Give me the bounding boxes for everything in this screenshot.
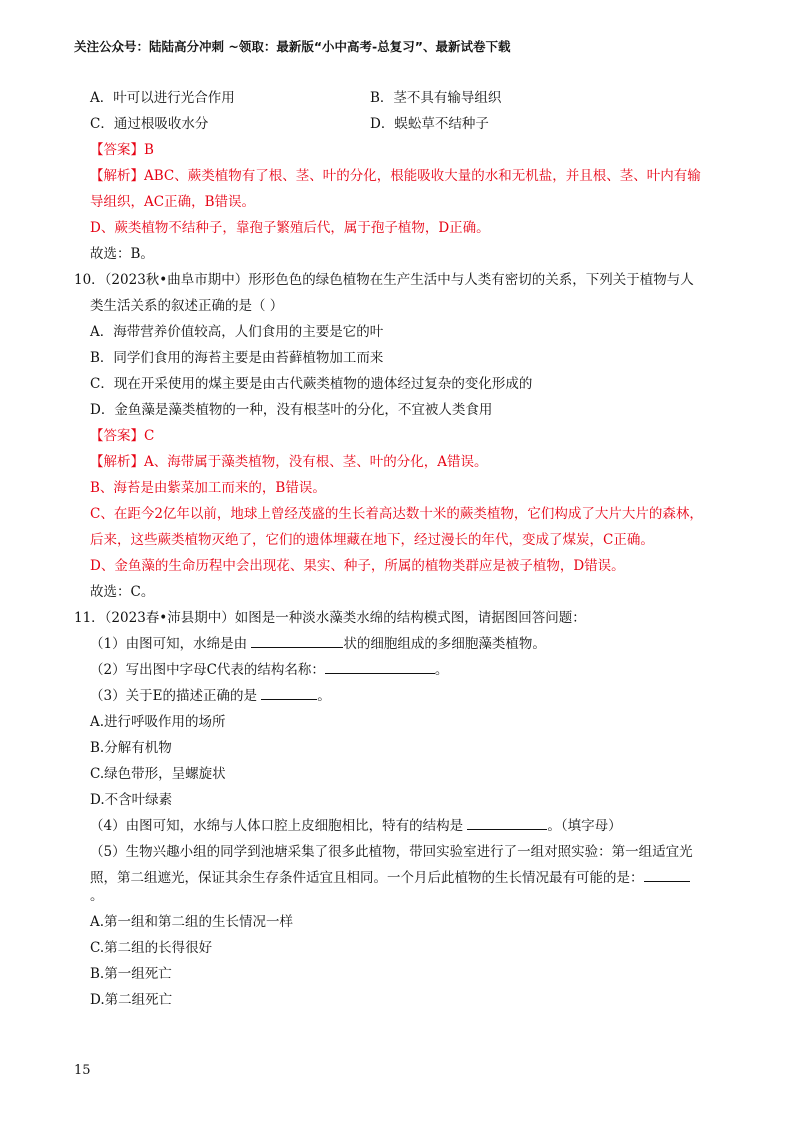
q11-part4-text: （4）由图可知，水绵与人体口腔上皮细胞相比，特有的结构是 bbox=[90, 818, 468, 834]
q11-part2-text: （2）写出图中字母C代表的结构名称： bbox=[90, 662, 325, 678]
q10-explanation-line: C、在距今2亿年以前，地球上曾经茂盛的生长着高达数十米的蕨类植物，它们构成了大片大片的森林， bbox=[90, 506, 703, 522]
q11-part3-option-b: B.分解有机物 bbox=[90, 740, 172, 756]
q10-option-a: A．海带营养价值较高，人们食用的主要是它的叶 bbox=[90, 324, 384, 340]
q9-option-d: D．蜈蚣草不结种子 bbox=[370, 116, 489, 132]
page-number: 15 bbox=[74, 1063, 91, 1078]
q11-part5-line: （5）生物兴趣小组的同学到池塘采集了很多此植物，带回实验室进行了一组对照实验：第一组适宜光 bbox=[90, 844, 693, 860]
q9-explanation-line: 【解析】ABC、蕨类植物有了根、茎、叶的分化，根能吸收大量的水和无机盐，并且根、茎、叶内有输 bbox=[90, 168, 701, 184]
q9-explanation-line: 导组织，AC正确，B错误。 bbox=[90, 194, 255, 210]
q9-option-a: A．叶可以进行光合作用 bbox=[90, 90, 235, 106]
q10-explanation-line: 后来，这些蕨类植物灭绝了，它们的遗体埋藏在地下，经过漫长的年代，变成了煤炭，C正确。 bbox=[90, 532, 654, 548]
q11-part2-blank[interactable] bbox=[325, 672, 435, 674]
q11-part2-text-end: 。 bbox=[434, 662, 449, 678]
q11-part5-blank[interactable] bbox=[644, 880, 690, 882]
q11-part5-option-c: C.第二组的长得很好 bbox=[90, 940, 213, 956]
q11-part1 bbox=[90, 636, 546, 652]
q11-part5-line bbox=[90, 870, 690, 886]
q11-part3-text: （3）关于E的描述正确的是 bbox=[90, 688, 262, 704]
q11-part1-text-end: 状的细胞组成的多细胞藻类植物。 bbox=[343, 636, 546, 652]
q11-part1-text: （1）由图可知，水绵是由 bbox=[90, 636, 252, 652]
q10-conclusion: 故选：C。 bbox=[90, 584, 155, 600]
q11-part5-option-d: D.第二组死亡 bbox=[90, 992, 173, 1008]
q10-explanation-line: B、海苔是由紫菜加工而来的，B错误。 bbox=[90, 480, 326, 496]
q10-stem-line: 10．（2023秋•曲阜市期中）形形色色的绿色植物在生产生活中与人类有密切的关系，下列关于植物与人 bbox=[74, 272, 694, 288]
page-header: 关注公众号：陆陆高分冲刺 ~领取：最新版“小中高考-总复习”、最新试卷下载 bbox=[74, 39, 511, 54]
q10-option-d: D．金鱼藻是藻类植物的一种，没有根茎叶的分化，不宜被人类食用 bbox=[90, 402, 493, 418]
q11-part1-blank[interactable] bbox=[251, 646, 343, 648]
q11-part3 bbox=[90, 688, 331, 704]
q11-part5-line-end: 。 bbox=[90, 888, 104, 904]
q9-explanation-line: D、蕨类植物不结种子，靠孢子繁殖后代，属于孢子植物，D正确。 bbox=[90, 220, 490, 236]
q11-part3-option-a: A.进行呼吸作用的场所 bbox=[90, 714, 226, 730]
q10-explanation-line: 【解析】A、海带属于藻类植物，没有根、茎、叶的分化，A错误。 bbox=[90, 454, 488, 470]
q11-part4-blank[interactable] bbox=[467, 828, 547, 830]
q10-explanation-line: D、金鱼藻的生命历程中会出现花、果实、种子，所属的植物类群应是被子植物，D错误。 bbox=[90, 558, 625, 574]
q10-answer: 【答案】C bbox=[90, 428, 155, 444]
q11-part2 bbox=[90, 662, 448, 678]
q11-stem: 11．（2023春•沛县期中）如图是一种淡水藻类水绵的结构模式图，请据图回答问题： bbox=[74, 610, 586, 626]
q11-part4-text-end: 。（填字母） bbox=[547, 818, 622, 834]
q11-part3-blank[interactable] bbox=[261, 698, 317, 700]
q9-option-b: B．茎不具有输导组织 bbox=[370, 90, 502, 106]
q11-part5-option-a: A.第一组和第二组的生长情况一样 bbox=[90, 914, 294, 930]
q10-option-c: C．现在开采使用的煤主要是由古代蕨类植物的遗体经过复杂的变化形成的 bbox=[90, 376, 533, 392]
q9-conclusion: 故选：B。 bbox=[90, 246, 154, 262]
q11-part5-option-b: B.第一组死亡 bbox=[90, 966, 172, 982]
q11-part3-text-end: 。 bbox=[317, 688, 331, 704]
q11-part3-option-d: D.不含叶绿素 bbox=[90, 792, 173, 808]
q9-answer: 【答案】B bbox=[90, 142, 154, 158]
q10-option-b: B．同学们食用的海苔主要是由苔藓植物加工而来 bbox=[90, 350, 384, 366]
q11-part5-text: 照，第二组遮光，保证其余生存条件适宜且相同。一个月后此植物的生长情况最有可能的是： bbox=[90, 870, 644, 886]
q11-part4 bbox=[90, 818, 622, 834]
q11-part3-option-c: C.绿色带形，呈螺旋状 bbox=[90, 766, 226, 782]
q10-stem-line: 类生活关系的叙述正确的是（ ） bbox=[90, 298, 284, 314]
q9-option-c: C．通过根吸收水分 bbox=[90, 116, 209, 132]
